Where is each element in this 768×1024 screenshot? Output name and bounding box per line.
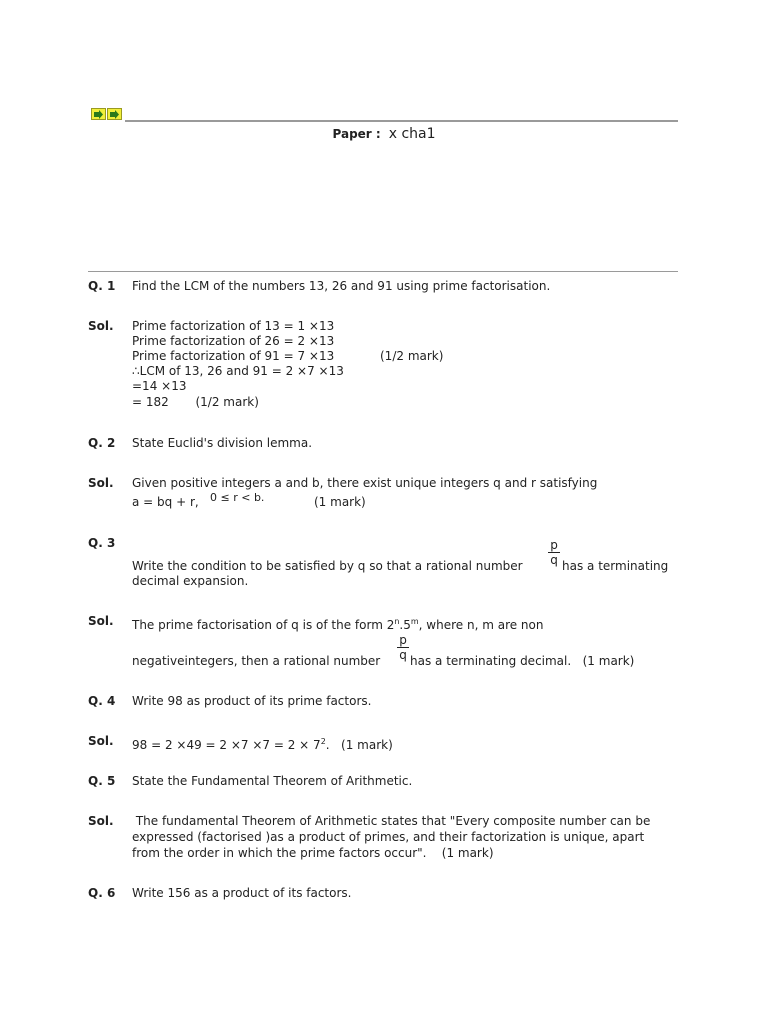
paper-label: Paper : bbox=[332, 127, 381, 141]
solution-line: from the order in which the prime factors occur". (1 mark) bbox=[132, 846, 494, 860]
solution-line: Prime factorization of 13 = 1 ×13 bbox=[132, 319, 335, 333]
section-divider bbox=[88, 271, 678, 272]
arrow-icon bbox=[107, 108, 122, 120]
header-rule bbox=[125, 120, 678, 122]
question-text: decimal expansion. bbox=[132, 574, 249, 588]
solution-line: =14 ×13 bbox=[132, 379, 187, 393]
question-label: Q. 3 bbox=[88, 536, 116, 550]
question-label: Q. 5 bbox=[88, 774, 116, 788]
solution-line: = 182 (1/2 mark) bbox=[132, 395, 259, 409]
fraction-p-over-q bbox=[548, 538, 560, 567]
solution-line: Prime factorization of 26 = 2 ×13 bbox=[132, 334, 335, 348]
solution-line: expressed (factorised )as a product of primes, and their factorization is unique, apart bbox=[132, 830, 645, 844]
fraction-denominator: q bbox=[399, 648, 407, 662]
question-text: has a terminating bbox=[562, 559, 669, 573]
fraction-p-over-q bbox=[397, 633, 409, 662]
inequality-expression: 0 ≤ r < b. bbox=[210, 491, 265, 504]
question-text: State Euclid's division lemma. bbox=[132, 436, 313, 450]
page-title bbox=[0, 126, 768, 142]
solution-line: negativeintegers, then a rational number bbox=[132, 654, 381, 668]
fraction-numerator: p bbox=[397, 633, 409, 648]
solution-label: Sol. bbox=[88, 614, 114, 628]
solution-line: a = bq + r, bbox=[132, 495, 199, 509]
mark-note: (1 mark) bbox=[314, 495, 366, 509]
arrow-icon bbox=[91, 108, 106, 120]
question-label: Q. 4 bbox=[88, 694, 116, 708]
solution-label: Sol. bbox=[88, 319, 114, 333]
solution-line: The prime factorisation of q is of the form 2$^n$.5$^m$, where n, m are non bbox=[132, 617, 544, 632]
header-logo bbox=[91, 108, 122, 120]
question-text: Write 98 as product of its prime factors. bbox=[132, 694, 372, 708]
question-label: Q. 2 bbox=[88, 436, 116, 450]
question-label: Q. 6 bbox=[88, 886, 116, 900]
paper-value: x cha1 bbox=[388, 126, 436, 142]
question-text: Find the LCM of the numbers 13, 26 and 91 using prime factorisation. bbox=[132, 279, 551, 293]
question-text: Write 156 as a product of its factors. bbox=[132, 886, 352, 900]
question-text: Write the condition to be satisfied by q so that a rational number bbox=[132, 559, 523, 573]
solution-label: Sol. bbox=[88, 734, 114, 748]
solution-line: $98 = 2 \times 49 = 2 \times 7 \times 7 = 2 \times 7^2$. (1 mark) bbox=[132, 737, 393, 752]
question-text: State the Fundamental Theorem of Arithmetic. bbox=[132, 774, 413, 788]
solution-line: Prime factorization of 91 = 7 ×13 (1/2 mark) bbox=[132, 349, 444, 363]
solution-line: Given positive integers a and b, there exist unique integers q and r satisfying bbox=[132, 476, 598, 490]
solution-line: has a terminating decimal. (1 mark) bbox=[410, 654, 635, 668]
question-label: Q. 1 bbox=[88, 279, 116, 293]
fraction-denominator: q bbox=[550, 553, 558, 567]
solution-label: Sol. bbox=[88, 476, 114, 490]
fraction-numerator: p bbox=[548, 538, 560, 553]
solution-label: Sol. bbox=[88, 814, 114, 828]
solution-line: The fundamental Theorem of Arithmetic states that "Every composite number can be bbox=[132, 814, 651, 828]
solution-line: ∴LCM of 13, 26 and 91 = 2 ×7 ×13 bbox=[132, 364, 344, 378]
